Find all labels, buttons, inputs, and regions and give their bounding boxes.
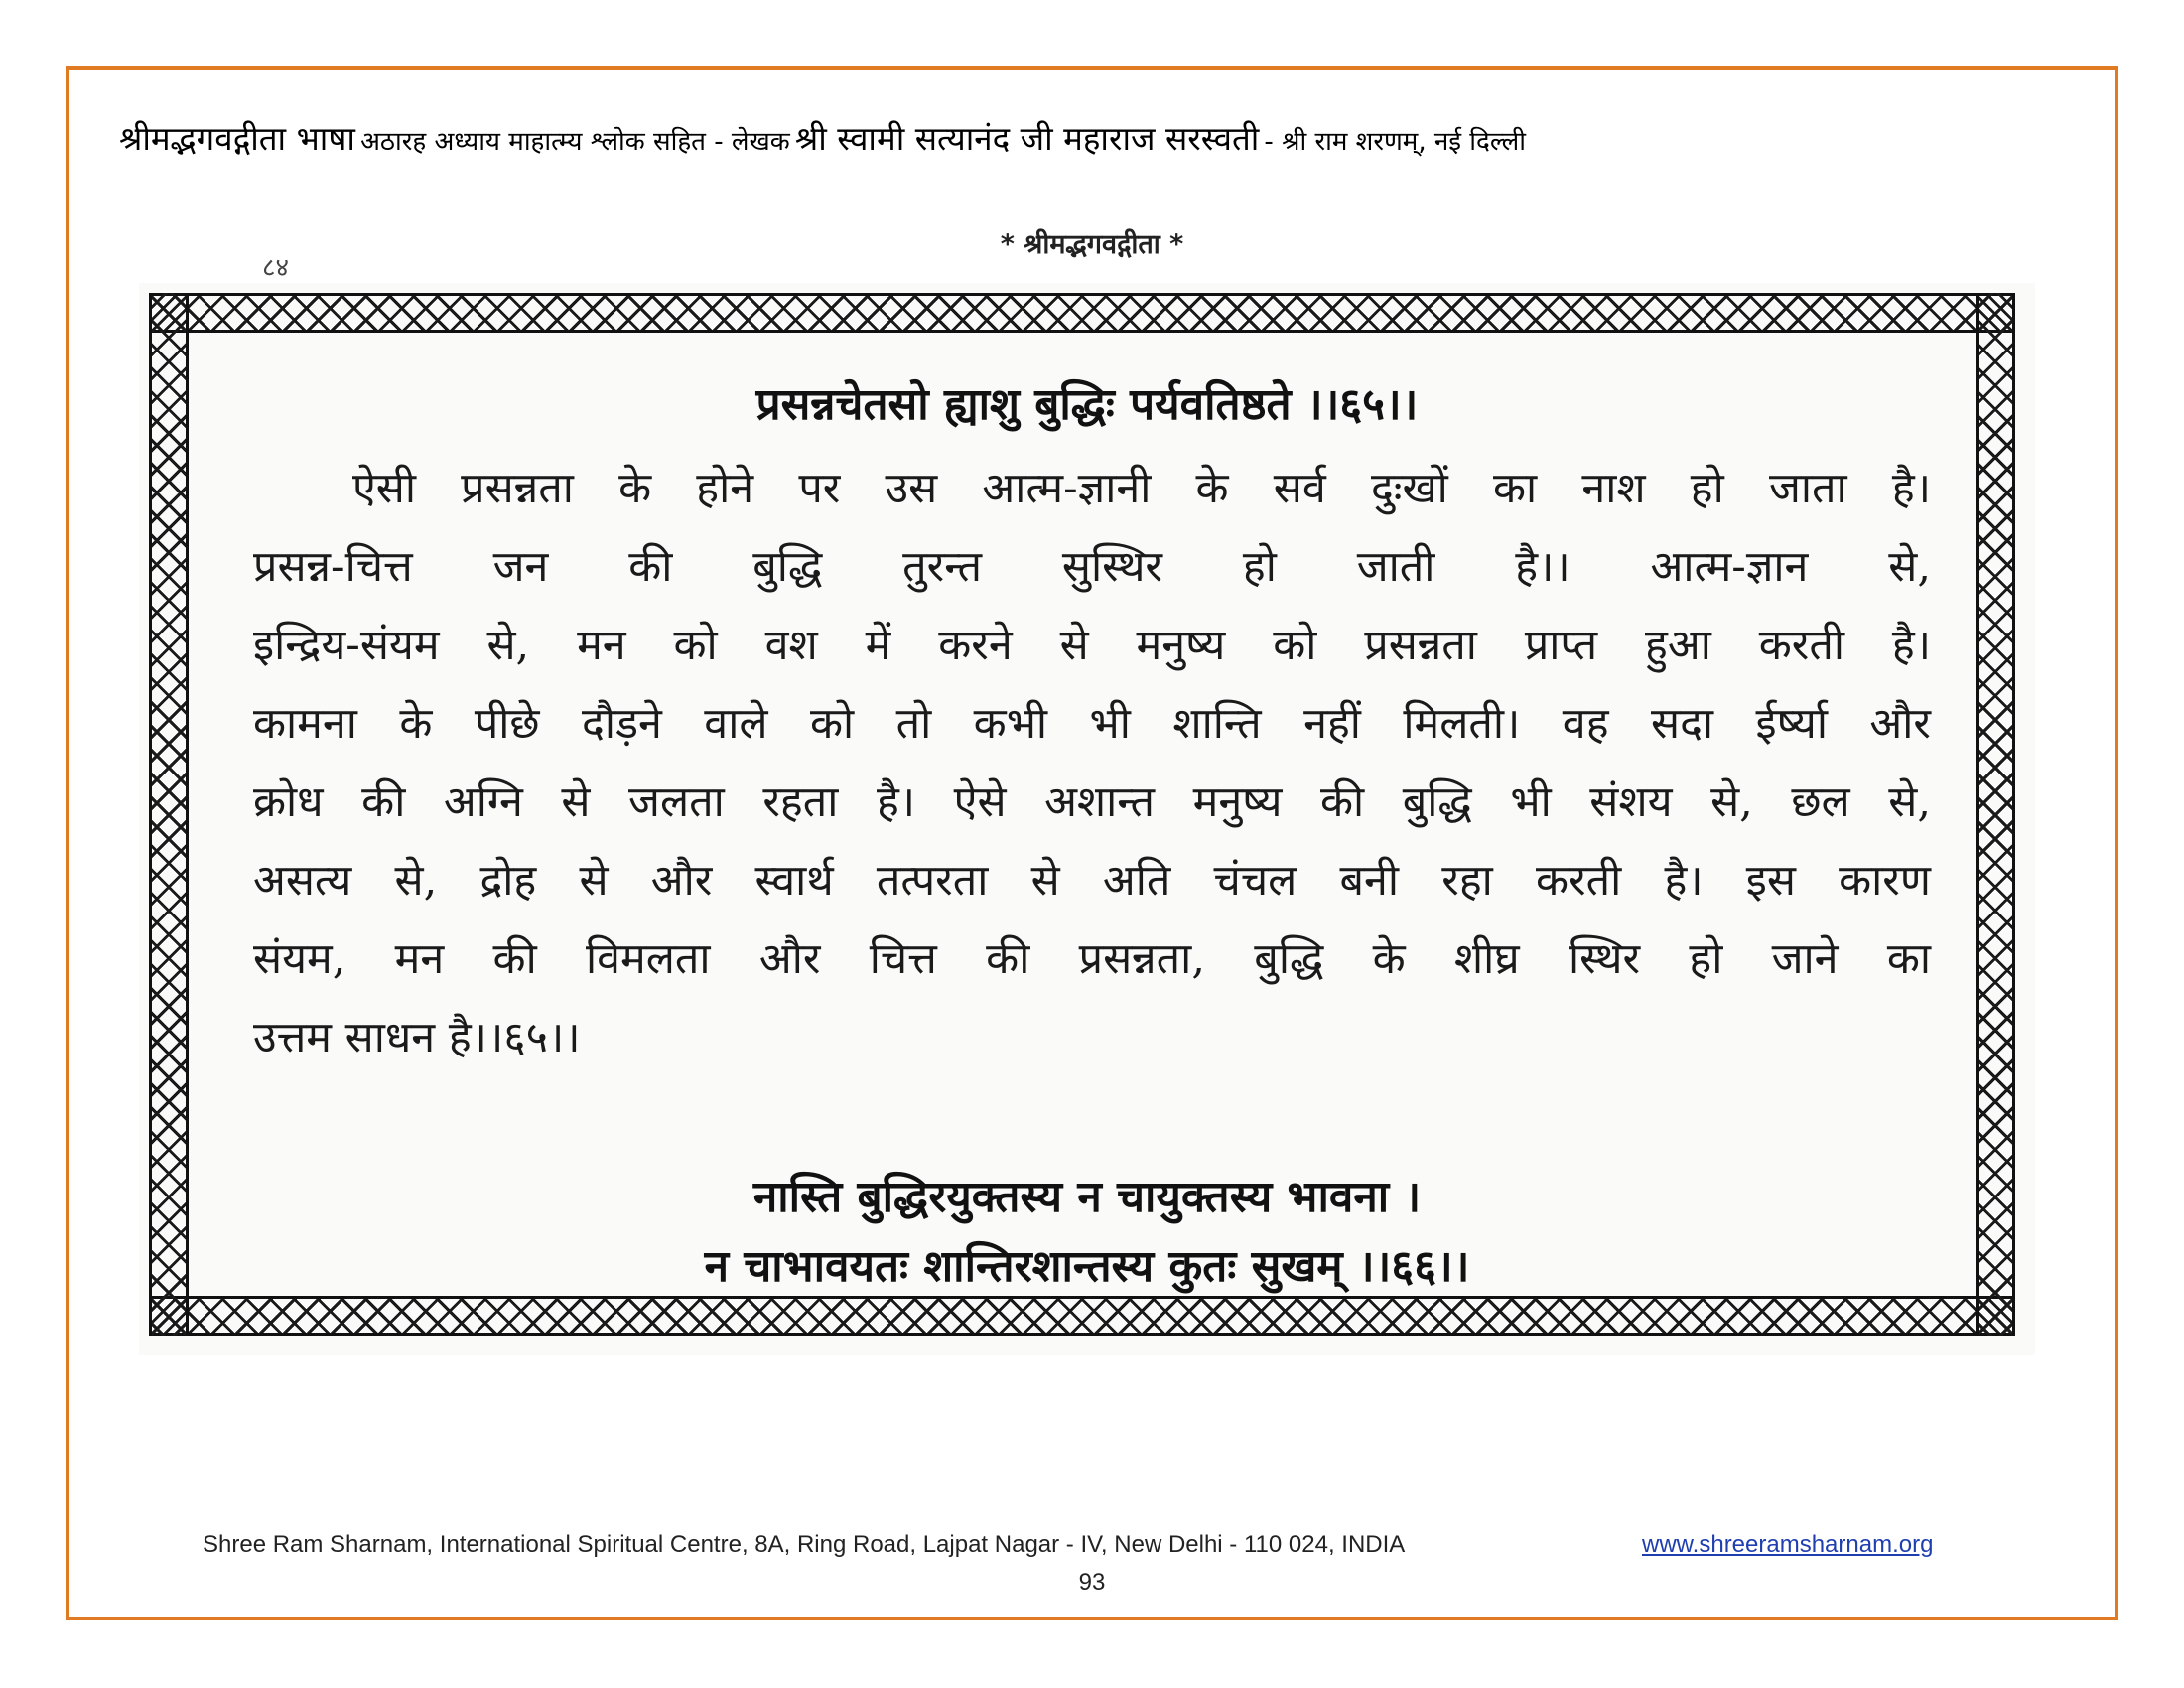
header-subtitle: अठारह अध्याय माहात्म्य श्लोक सहित - लेखक [360, 127, 790, 157]
verse-66-line-2: न चाभावयतः शान्तिरशान्तस्य कुतः सुखम् ।।६६।। [704, 1241, 1470, 1292]
page-number: 93 [1078, 1569, 1106, 1596]
commentary-line: असत्य से, द्रोह से और स्वार्थ तत्परता से अति चंचल बनी रहा करती है। इस कारण [253, 856, 1931, 906]
commentary-line: प्रसन्न-चित्त जन की बुद्धि तुरन्त सुस्थिर हो जाती है।। आत्म-ज्ञान से, [253, 542, 1931, 592]
commentary-line: क्रोध की अग्नि से जलता रहता है। ऐसे अशान्त मनुष्य की बुद्धि भी संशय से, छल से, [253, 777, 1931, 827]
verse-66-line-1: नास्ति बुद्धिरयुक्तस्य न चायुक्तस्य भावना । [752, 1172, 1422, 1222]
commentary-line: कामना के पीछे दौड़ने वाले को तो कभी भी शान्ति नहीं मिलती। वह सदा ईर्ष्या और [253, 699, 1931, 749]
website-link[interactable]: www.shreeramsharnam.org [1642, 1531, 1934, 1558]
header-title: श्रीमद्भगवद्गीता भाषा [119, 119, 355, 158]
commentary-line: संयम, मन की विमलता और चित्त की प्रसन्नता, बुद्धि के शीघ्र स्थिर हो जाने का [253, 934, 1931, 984]
header-publisher: - श्री राम शरणम्, नई दिल्ली [1264, 127, 1526, 157]
book-page-number: ८४ [262, 253, 290, 283]
document-header [119, 115, 2065, 160]
scanned-page [139, 283, 2035, 1355]
ornamental-border-bottom [149, 1296, 2015, 1336]
footer-address: Shree Ram Sharnam, International Spiritual Centre, 8A, Ring Road, Lajpat Nagar - IV, New Delhi - 110 024, INDIA [203, 1531, 1406, 1558]
commentary-line: इन्द्रिय-संयम से, मन को वश में करने से मनुष्य को प्रसन्नता प्राप्त हुआ करती है। [253, 621, 1931, 670]
commentary-line: ऐसी प्रसन्नता के होने पर उस आत्म-ज्ञानी के सर्व दुःखों का नाश हो जाता है। [352, 464, 1931, 513]
commentary-text [253, 450, 1931, 1077]
header-author: श्री स्वामी सत्यानंद जी महाराज सरस्वती [794, 119, 1260, 158]
ornamental-border-top [149, 293, 2015, 333]
book-heading: * श्रीमद्भगवद्गीता * [1000, 229, 1184, 260]
verse-65-line: प्रसन्नचेतसो ह्याशु बुद्धिः पर्यवतिष्ठते ।।६५।। [755, 379, 1419, 430]
commentary-line: उत्तम साधन है।।६५।। [253, 1013, 581, 1062]
